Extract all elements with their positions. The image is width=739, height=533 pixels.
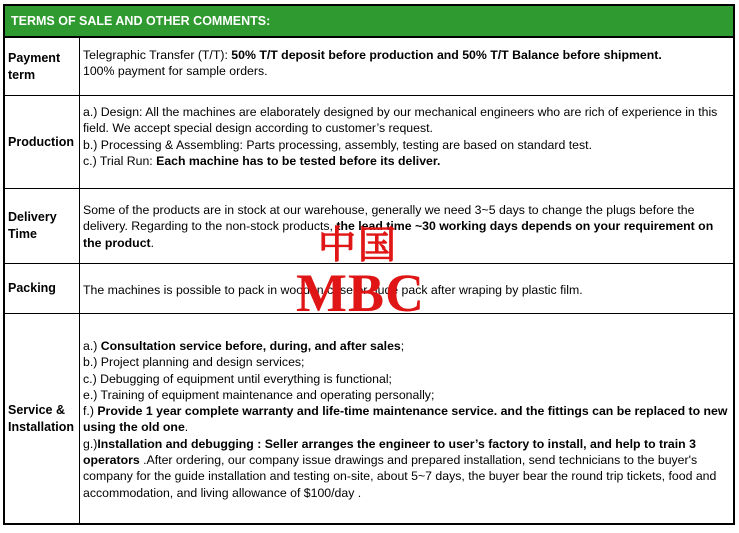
watermark-mbc-logo: MBC (296, 263, 425, 323)
header-title: TERMS OF SALE AND OTHER COMMENTS: (11, 14, 271, 28)
label-production: Production (5, 96, 80, 188)
row-production (3, 96, 735, 189)
row-payment-term (3, 38, 735, 96)
value-packing: The machines is possible to pack in wooden case or nude pack after wraping by plastic film. (83, 283, 583, 297)
label-service-installation: Service & Installation (5, 314, 80, 523)
row-service-installation (3, 314, 735, 525)
value-payment-term: Telegraphic Transfer (T/T): 50% T/T deposit before production and 50% T/T Balance before shipment. 100% payment for sample orders. (83, 48, 662, 79)
label-packing: Packing (5, 264, 80, 313)
value-service-installation: a.) Consultation service before, during, and after sales; b.) Project planning and design services; c.) Debugging of equipment until everything is functional; e.) Training of equipment maintenance and operating personally; f.) Provide 1 year complete warranty and life-time maintenance service. and the fittings can be replaced to new using the old one. g.)Installation and debugging : Seller arranges the engineer to user’s factory to install, and help to train 3 operators .After ordering, our company issue drawings and prepared installation, send technicians to the buyer's company for the guide installation and testing on-site, about 5~7 days, the buyer bear the round trip tickets, food and accommodation, and living allowance of $100/day . (83, 339, 728, 500)
table-header (3, 4, 735, 38)
label-delivery-time: Delivery Time (5, 189, 80, 263)
label-payment-term: Payment term (5, 38, 80, 95)
value-delivery-time: Some of the products are in stock at our warehouse, generally we need 3~5 days to change the plugs before the delivery. Regarding to the non-stock products, the lead time ~30 working days depends on your requirement on the product. (83, 203, 714, 250)
value-production: a.) Design: All the machines are elaborately designed by our mechanical engineers who are rich of experience in this field. We accept special design according to customer’s request. b.) Processing & Assembling: Parts processing, assembly, testing are based on standard test. c.) Trial Run: Each machine has to be tested before its deliver. (83, 105, 718, 168)
watermark-chinese: 中国 (318, 222, 399, 267)
